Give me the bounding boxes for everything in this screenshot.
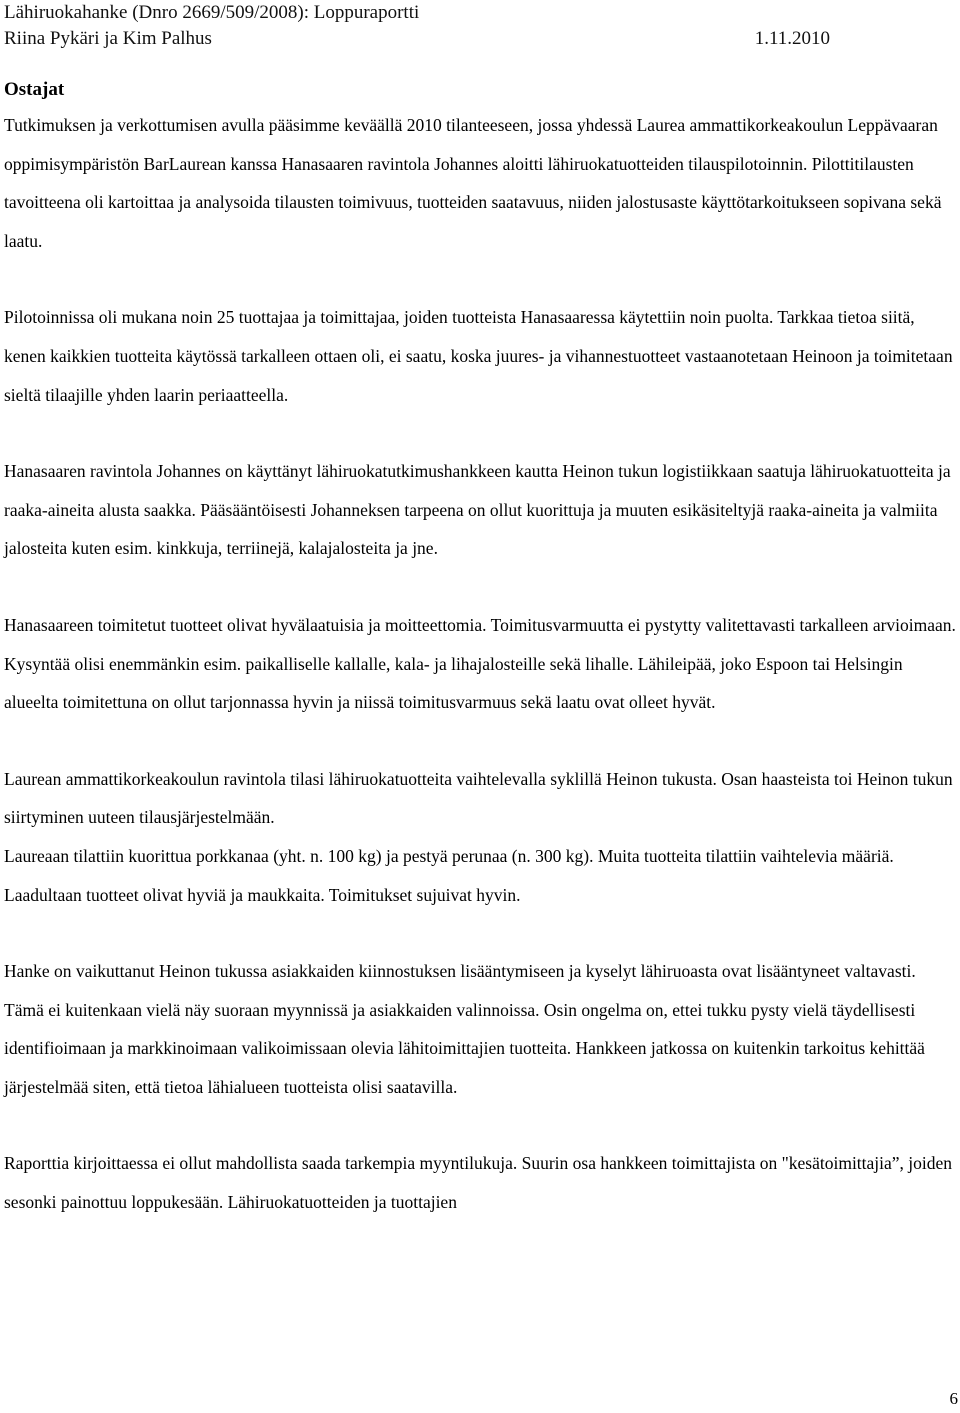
header-date: 1.11.2010 — [754, 28, 830, 49]
header-authors: Riina Pykäri ja Kim Palhus — [4, 28, 212, 49]
header-title: Lähiruokahanke (Dnro 2669/509/2008): Loppuraportti — [4, 2, 420, 23]
section-heading: Ostajat — [4, 79, 65, 100]
paragraph-3: Hanasaaren ravintola Johannes on käyttänyt lähiruokatutkimushankkeen kautta Heinon tukun logistiikkaan saatuja lähiruokatuotteita ja raaka-aineita alusta saakka. Pääsääntöisesti Johanneksen tarpeena on ollut kuorittuja ja muuten esikäsiteltyjä raaka-aineita ja valmiita jalosteita kuten esim. kinkkuja, terriinejä, kalajalosteita ja jne. — [4, 461, 951, 559]
document-body — [4, 74, 956, 1260]
page-number: 6 — [949, 1389, 958, 1408]
header-title-line — [4, 0, 830, 26]
running-header — [4, 0, 830, 52]
paragraph-1: Tutkimuksen ja verkottumisen avulla pääsimme keväällä 2010 tilanteeseen, jossa yhdessä Laurea ammattikorkeakoulun Leppävaaran oppimisympäristön BarLaurean kanssa Hanasaaren ravintola Johannes aloitti lähiruokatuotteiden tilauspilotoinnin. Pilottitilausten tavoitteena oli kartoittaa ja analysoida tilausten toimivuus, tuotteiden saatavuus, niiden jalostusaste käyttötarkoitukseen sopivana sekä laatu. — [4, 115, 942, 251]
paragraph-7: Hanke on vaikuttanut Heinon tukussa asiakkaiden kiinnostuksen lisääntymiseen ja kyselyt lähiruoasta ovat lisääntyneet valtavasti. Tämä ei kuitenkaan vielä näy suoraan myynnissä ja asiakkaiden valinnoissa. Osin ongelma on, ettei tukku pysty vielä täydellisesti identifioimaan ja markkinoimaan valikoimissaan olevia lähitoimittajien tuotteita. Hankkeen jatkossa on kuitenkin tarkoitus kehittää järjestelmää siten, että tietoa lähialueen tuotteista olisi saatavilla. — [4, 961, 925, 1097]
paragraph-2: Pilotoinnissa oli mukana noin 25 tuottajaa ja toimittajaa, joiden tuotteista Hanasaaressa käytettiin noin puolta. Tarkkaa tietoa siitä, kenen kaikkien tuotteita käytössä tarkalleen ottaen oli, ei saatu, koska juures- ja vihannestuotteet vastaanotetaan Heinoon ja toimitetaan sieltä tilaajille yhden laarin periaatteella. — [4, 307, 953, 405]
paragraph-6: Laureaan tilattiin kuorittua porkkanaa (yht. n. 100 kg) ja pestyä perunaa (n. 300 kg). Muita tuotteita tilattiin vaihtelevia määriä. Laadultaan tuotteet olivat hyviä ja maukkaita. Toimitukset sujuivat hyvin. — [4, 845, 894, 905]
paragraph-8: Raporttia kirjoittaessa ei ollut mahdollista saada tarkempia myyntilukuja. Suurin osa hankkeen toimittajista on "kesätoimittajia”, joiden sesonki painottuu loppukesään. Lähiruokatuotteiden ja tuottajien — [4, 1153, 953, 1213]
paragraph-4: Hanasaareen toimitetut tuotteet olivat hyvälaatuisia ja moitteettomia. Toimitusvarmuutta ei pystytty valitettavasti tarkalleen arvioimaan. Kysyntää olisi enemmänkin esim. paikalliselle kallalle, kala- ja lihajalosteille sekä lihalle. Lähileipää, joko Espoon tai Helsingin alueelta toimitettuna on ollut tarjonnassa hyvin ja niissä toimitusvarmuus sekä laatu ovat olleet hyvät. — [4, 614, 956, 713]
header-author-line — [4, 26, 830, 52]
paragraph-5: Laurean ammattikorkeakoulun ravintola tilasi lähiruokatuotteita vaihtelevalla syklillä Heinon tukusta. Osan haasteista toi Heinon tukun siirtyminen uuteen tilausjärjestelmään. — [4, 768, 953, 828]
